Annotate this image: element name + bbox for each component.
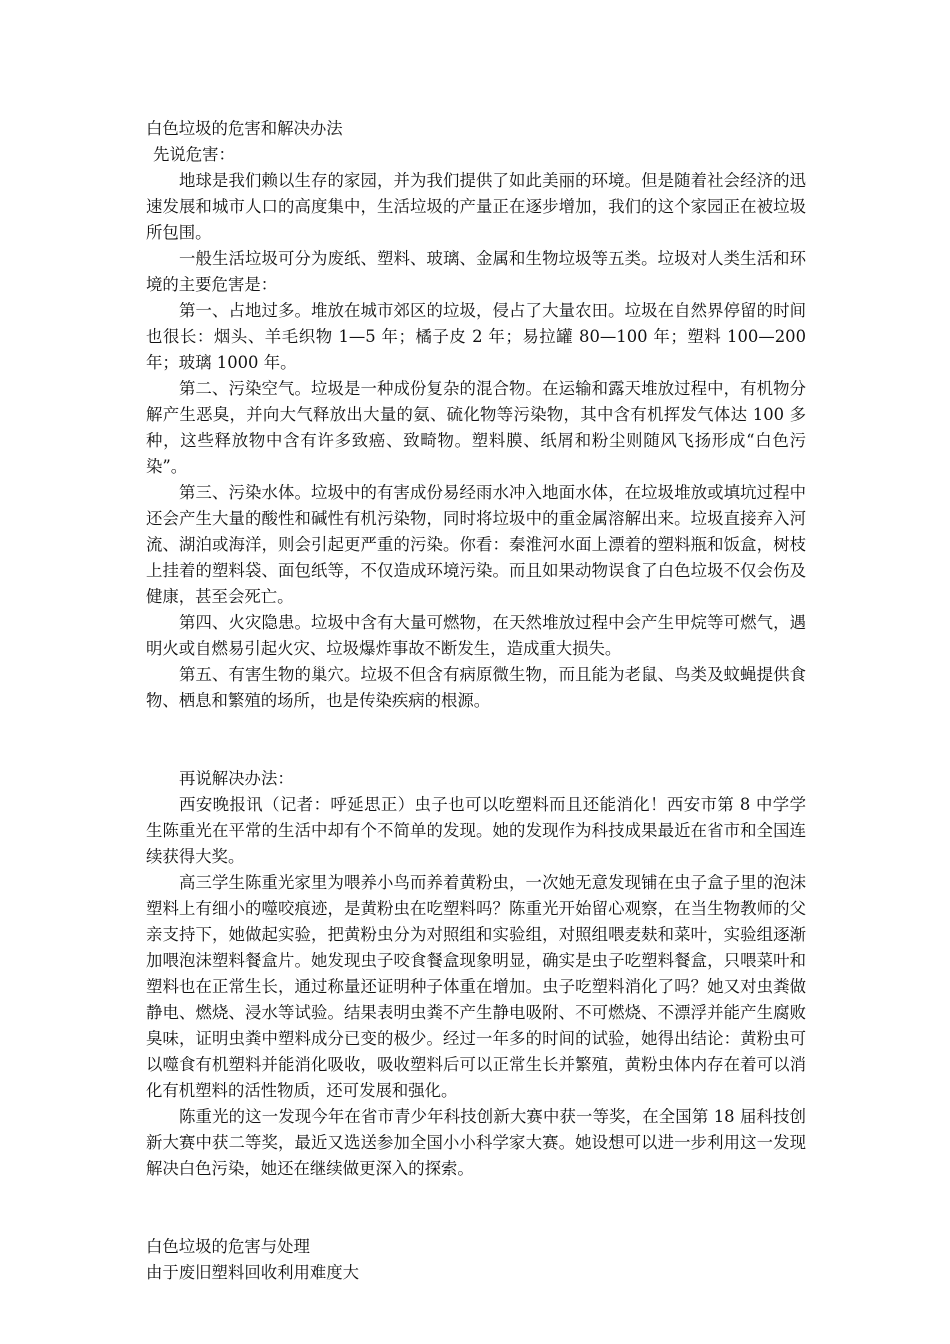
document-title: 白色垃圾的危害和解决办法	[146, 119, 343, 138]
solution-paragraph: 西安晚报讯（记者：呼延思正）虫子也可以吃塑料而且还能消化！西安市第 8 中学学生陈重光在平常的生活中却有个不简单的发现。她的发现作为科技成果最近在省市和全国连续获得大奖。	[146, 795, 806, 866]
harm-paragraph: 地球是我们赖以生存的家园，并为我们提供了如此美丽的环境。但是随着社会经济的迅速发展和城市人口的高度集中，生活垃圾的产量正在逐步增加，我们的这个家园正在被垃圾所包围。	[146, 171, 806, 242]
harm-section-label: 先说危害：	[153, 145, 235, 164]
footer-line: 由于废旧塑料回收利用难度大	[146, 1263, 360, 1282]
solution-paragraph: 高三学生陈重光家里为喂养小鸟而养着黄粉虫，一次她无意发现铺在虫子盒子里的泡沫塑料上有细小的噬咬痕迹，是黄粉虫在吃塑料吗？陈重光开始留心观察，在当生物教师的父亲支持下，她做起实验，把黄粉虫分为对照组和实验组，对照组喂麦麸和菜叶，实验组逐渐加喂泡沫塑料餐盒片。她发现虫子咬食餐盒现象明显，确实是虫子吃塑料餐盒，只喂菜叶和塑料也在正常生长，通过称量还证明种子体重在增加。虫子吃塑料消化了吗？她又对虫粪做静电、燃烧、浸水等试验。结果表明虫粪不产生静电吸附、不可燃烧、不漂浮并能产生腐败臭味，证明虫粪中塑料成分已变的极少。经过一年多的时间的试验，她得出结论：黄粉虫可以噬食有机塑料并能消化吸收，吸收塑料后可以正常生长并繁殖，黄粉虫体内存在着可以消化有机塑料的活性物质，还可发展和强化。	[146, 873, 806, 1100]
harm-paragraph: 第四、火灾隐患。垃圾中含有大量可燃物，在天然堆放过程中会产生甲烷等可燃气，遇明火或自燃易引起火灾、垃圾爆炸事故不断发生，造成重大损失。	[146, 613, 806, 658]
harm-paragraph: 第一、占地过多。堆放在城市郊区的垃圾，侵占了大量农田。垃圾在自然界停留的时间也很长：烟头、羊毛织物 1—5 年；橘子皮 2 年；易拉罐 80—100 年；塑料 100—200 年；玻璃 1000 年。	[146, 301, 806, 372]
harm-paragraph: 第三、污染水体。垃圾中的有害成份易经雨水冲入地面水体，在垃圾堆放或填坑过程中还会产生大量的酸性和碱性有机污染物，同时将垃圾中的重金属溶解出来。垃圾直接弃入河流、湖泊或海洋，则会引起更严重的污染。你看：秦淮河水面上漂着的塑料瓶和饭盒，树枝上挂着的塑料袋、面包纸等，不仅造成环境污染。而且如果动物误食了白色垃圾不仅会伤及健康，甚至会死亡。	[146, 483, 806, 606]
harm-paragraph: 第二、污染空气。垃圾是一种成份复杂的混合物。在运输和露天堆放过程中，有机物分解产生恶臭，并向大气释放出大量的氨、硫化物等污染物，其中含有机挥发气体达 100 多种，这些释放物中含有许多致癌、致畸物。塑料膜、纸屑和粉尘则随风飞扬形成“白色污染”。	[146, 379, 806, 476]
section-spacer	[146, 714, 806, 766]
document-body	[146, 116, 806, 1286]
harm-paragraph: 一般生活垃圾可分为废纸、塑料、玻璃、金属和生物垃圾等五类。垃圾对人类生活和环境的主要危害是：	[146, 249, 806, 294]
footer-title: 白色垃圾的危害与处理	[146, 1237, 310, 1256]
solution-section-label: 再说解决办法：	[179, 769, 294, 788]
harm-paragraph: 第五、有害生物的巢穴。垃圾不但含有病原微生物，而且能为老鼠、鸟类及蚊蝇提供食物、栖息和繁殖的场所，也是传染疾病的根源。	[146, 665, 806, 710]
section-spacer	[146, 1182, 806, 1234]
solution-paragraph: 陈重光的这一发现今年在省市青少年科技创新大赛中获一等奖，在全国第 18 届科技创新大赛中获二等奖，最近又选送参加全国小小科学家大赛。她设想可以进一步利用这一发现解决白色污染，她还在继续做更深入的探索。	[146, 1107, 806, 1178]
